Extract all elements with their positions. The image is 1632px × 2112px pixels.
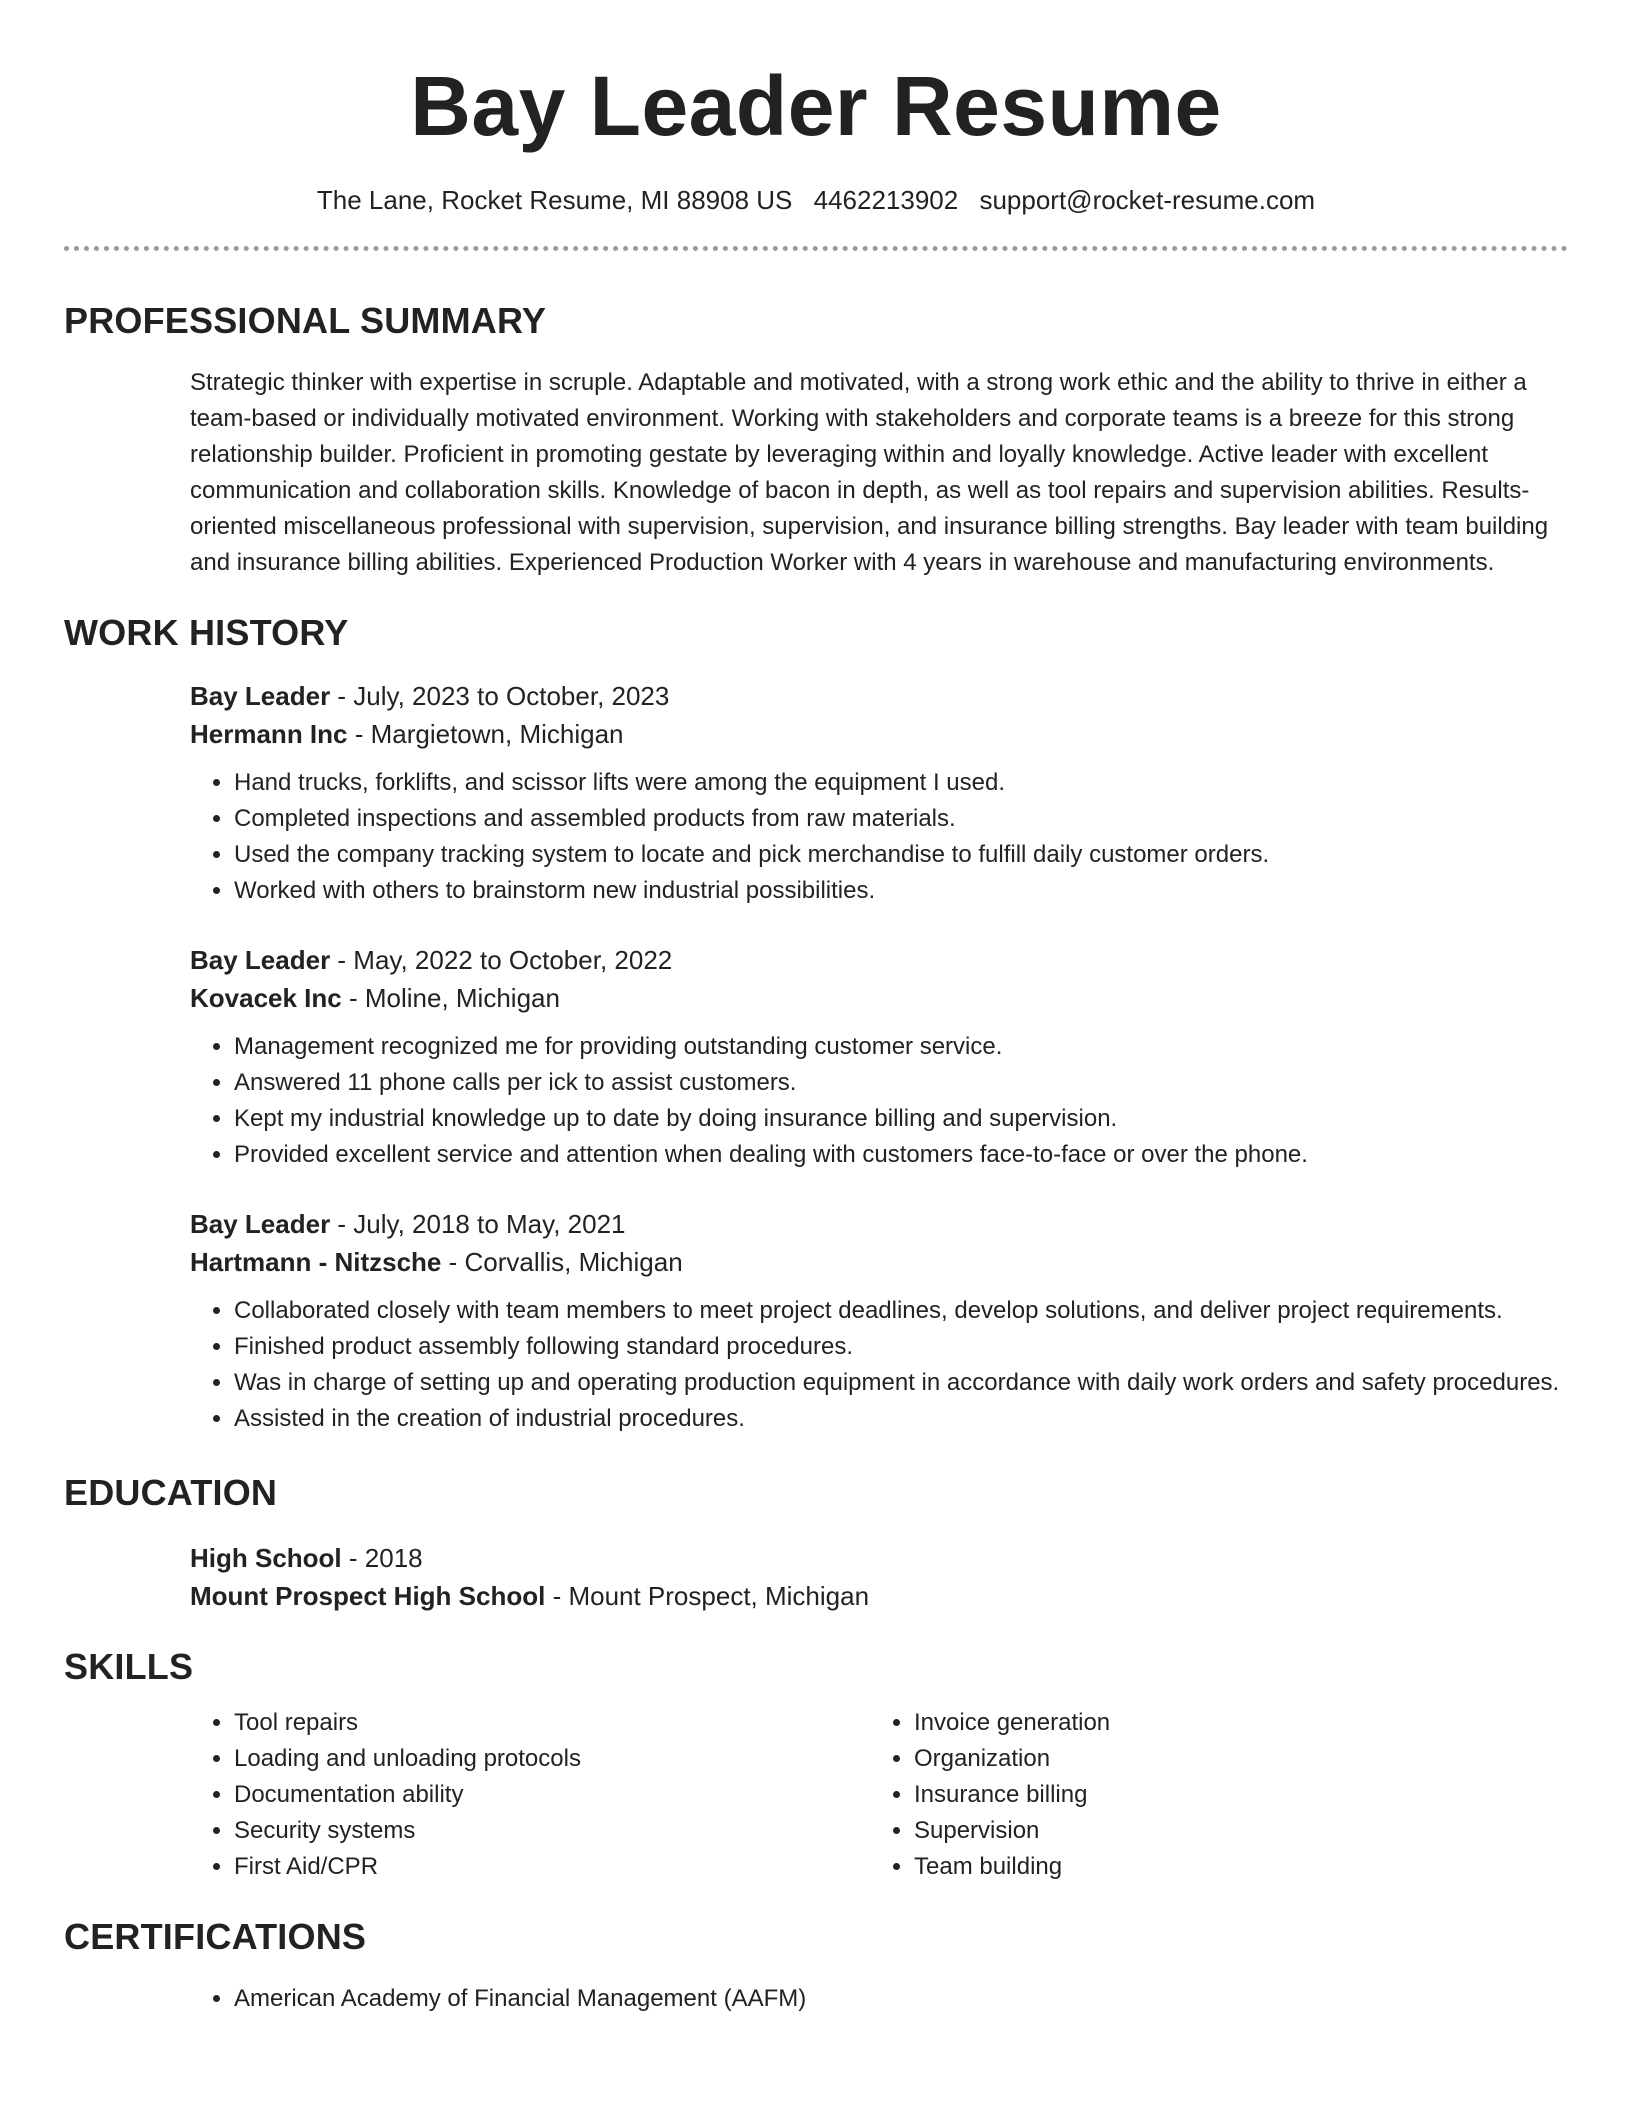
job-location: - Corvallis, Michigan <box>441 1247 683 1277</box>
job-company: Kovacek Inc <box>190 983 342 1013</box>
job-entry <box>190 941 1568 1173</box>
contact-phone: 4462213902 <box>813 185 959 215</box>
skill-item: • Organization <box>914 1741 1550 1777</box>
education-school: Mount Prospect High School <box>190 1581 546 1611</box>
education-degree: High School <box>190 1543 342 1573</box>
job-dates: - July, 2018 to May, 2021 <box>330 1209 626 1239</box>
job-dates: - July, 2023 to October, 2023 <box>330 681 670 711</box>
skills-column-right <box>870 1705 1550 1885</box>
education-year: - 2018 <box>341 1543 423 1573</box>
job-company-line <box>190 1243 1568 1281</box>
education-degree-line <box>190 1539 1568 1577</box>
job-bullet: • Used the company tracking system to locate and pick merchandise to fulfill daily customer orders. <box>234 837 1568 873</box>
summary-text: Strategic thinker with expertise in scruple. Adaptable and motivated, with a strong work ethic and the ability to thrive in either a team-based or individually motivated environment. Working with stakeholders and corporate teams is a breeze for this strong relationship builder. Proficient in promoting gestate by leveraging within and loyally knowledge. Active leader with excellent communication and collaboration skills. Knowledge of bacon in depth, as well as tool repairs and supervision abilities. Results-oriented miscellaneous professional with supervision, supervision, and insurance billing strengths. Bay leader with team building and insurance billing abilities. Experienced Production Worker with 4 years in warehouse and manufacturing environments. <box>190 369 1549 576</box>
job-company: Hartmann - Nitzsche <box>190 1247 442 1277</box>
contact-email: support@rocket-resume.com <box>979 185 1316 215</box>
job-entry <box>190 1205 1568 1437</box>
job-bullet: • Answered 11 phone calls per ick to assist customers. <box>234 1065 1568 1101</box>
skills-column-left <box>190 1705 870 1885</box>
job-location: - Margietown, Michigan <box>347 719 624 749</box>
job-title: Bay Leader <box>190 681 331 711</box>
job-title-line <box>190 677 1568 715</box>
header-divider <box>64 246 1568 251</box>
job-title-line <box>190 1205 1568 1243</box>
skill-item: • First Aid/CPR <box>234 1849 870 1885</box>
certification-bullets <box>190 1981 1568 2017</box>
job-bullet: • Finished product assembly following standard procedures. <box>234 1329 1568 1365</box>
job-bullets <box>190 1029 1568 1173</box>
skill-item: • Invoice generation <box>914 1705 1550 1741</box>
job-company-line <box>190 715 1568 753</box>
contact-line <box>64 184 1568 216</box>
education-entry <box>190 1539 1568 1615</box>
skills-list <box>190 1705 1568 1885</box>
job-bullet: • Was in charge of setting up and operating production equipment in accordance with daily work orders and safety procedures. <box>234 1365 1568 1401</box>
job-bullet: • Worked with others to brainstorm new industrial possibilities. <box>234 873 1568 909</box>
education-heading: EDUCATION <box>64 1472 278 1513</box>
job-bullet: • Management recognized me for providing outstanding customer service. <box>234 1029 1568 1065</box>
job-title: Bay Leader <box>190 1209 331 1239</box>
certification-item: • American Academy of Financial Management (AAFM) <box>234 1981 1568 2017</box>
job-entry <box>190 677 1568 909</box>
job-location: - Moline, Michigan <box>341 983 560 1013</box>
job-bullet: • Completed inspections and assembled products from raw materials. <box>234 801 1568 837</box>
job-bullet: • Collaborated closely with team members to meet project deadlines, develop solutions, and deliver project requirements. <box>234 1293 1568 1329</box>
skill-item: • Security systems <box>234 1813 870 1849</box>
resume-title: Bay Leader Resume <box>410 59 1222 153</box>
education-location: - Mount Prospect, Michigan <box>545 1581 870 1611</box>
work-history-heading: WORK HISTORY <box>64 612 349 653</box>
work-history-list <box>190 677 1568 1437</box>
job-bullets <box>190 765 1568 909</box>
skill-item: • Documentation ability <box>234 1777 870 1813</box>
job-company: Hermann Inc <box>190 719 348 749</box>
certifications-heading: CERTIFICATIONS <box>64 1916 367 1957</box>
job-bullet: • Assisted in the creation of industrial procedures. <box>234 1401 1568 1437</box>
certifications-list <box>190 1981 1568 2017</box>
job-title: Bay Leader <box>190 945 331 975</box>
job-title-line <box>190 941 1568 979</box>
job-dates: - May, 2022 to October, 2022 <box>330 945 673 975</box>
job-company-line <box>190 979 1568 1017</box>
skill-item: • Insurance billing <box>914 1777 1550 1813</box>
education-school-line <box>190 1577 1568 1615</box>
summary-heading: PROFESSIONAL SUMMARY <box>64 300 547 341</box>
skills-heading: SKILLS <box>64 1646 194 1687</box>
contact-address: The Lane, Rocket Resume, MI 88908 US <box>316 185 793 215</box>
job-bullet: • Hand trucks, forklifts, and scissor lifts were among the equipment I used. <box>234 765 1568 801</box>
job-bullets <box>190 1293 1568 1437</box>
skill-item: • Supervision <box>914 1813 1550 1849</box>
skill-item: • Tool repairs <box>234 1705 870 1741</box>
job-bullet: • Kept my industrial knowledge up to date by doing insurance billing and supervision. <box>234 1101 1568 1137</box>
job-bullet: • Provided excellent service and attention when dealing with customers face-to-face or over the phone. <box>234 1137 1568 1173</box>
skill-item: • Team building <box>914 1849 1550 1885</box>
skill-item: • Loading and unloading protocols <box>234 1741 870 1777</box>
